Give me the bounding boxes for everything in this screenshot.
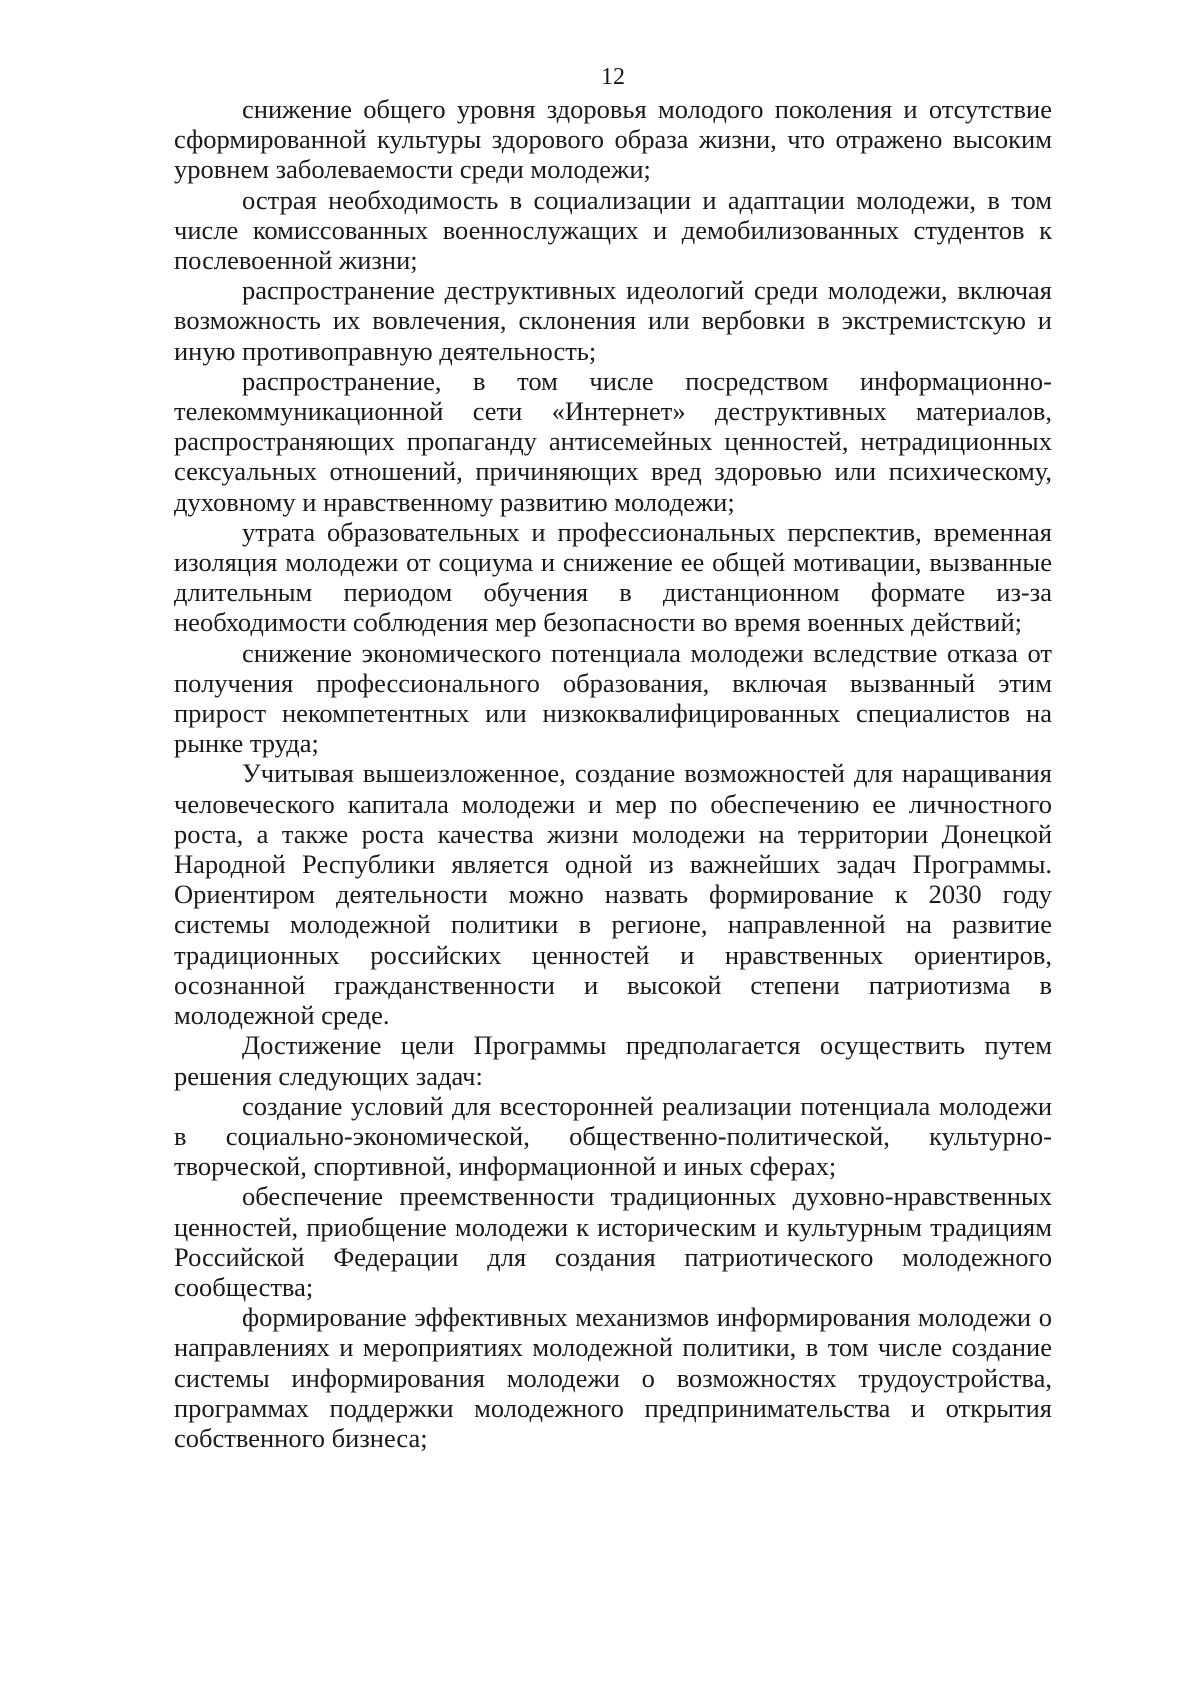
page-number: 12 [601, 64, 625, 90]
paragraph-socialization: острая необходимость в социализации и адаптации молодежи, в том числе комиссованных военнослужащих и демобилизованных студентов к послевоенной жизни; [174, 184, 1052, 276]
paragraph-task-traditions: обеспечение преемственности традиционных духовно-нравственных ценностей, приобщение молодежи к историческим и культурным традициям Российской Федерации для создания патриотического молодежного сообщества; [174, 1181, 1052, 1302]
paragraph-internet-materials: распространение, в том числе посредством информационно-телекоммуникационной сети «Интернет» деструктивных материалов, распространяющих пропаганду антисемейных ценностей, нетрадиционных сексуальных отношений, причиняющих вред здоровью или психическому, духовному и нравственному развитию молодежи; [174, 365, 1052, 517]
paragraph-program-goal: Учитывая вышеизложенное, создание возможностей для наращивания человеческого капитала молодежи и мер по обеспечению ее личностного роста, а также роста качества жизни молодежи на территории Донецкой Народной Республики является одной из важнейших задач Программы. Ориентиром деятельности можно назвать формирование к 2030 году системы молодежной политики в регионе, направленной на развитие традиционных российских ценностей и нравственных ориентиров, осознанной гражданственности и высокой степени патриотизма в молодежной среде. [174, 758, 1052, 1031]
paragraph-economic-potential: снижение экономического потенциала молодежи вследствие отказа от получения профессионального образования, включая вызванный этим прирост некомпетентных или низкоквалифицированных специалистов на рынке труда; [174, 637, 1052, 759]
paragraph-education-prospects: утрата образовательных и профессиональных перспектив, временная изоляция молодежи от социума и снижение ее общей мотивации, вызванные длительным периодом обучения в дистанционном формате из-за необходимости соблюдения мер безопасности во время военных действий; [174, 516, 1052, 638]
paragraph-task-informing: формирование эффективных механизмов информирования молодежи о направлениях и мероприятиях молодежной политики, в том числе создание системы информирования молодежи о возможностях трудоустройства, программах поддержки молодежного предпринимательства и открытия собственного бизнеса; [174, 1302, 1052, 1453]
paragraph-task-conditions: создание условий для всесторонней реализации потенциала молодежи в социально-экономической, общественно-политической, культурно-творческой, спортивной, информационной и иных сферах; [174, 1090, 1052, 1182]
paragraph-tasks-intro: Достижение цели Программы предполагается осуществить путем решения следующих задач: [174, 1030, 1052, 1091]
paragraph-destructive-ideologies: распространение деструктивных идеологий среди молодежи, включая возможность их вовлечения, склонения или вербовки в экстремистскую и иную противоправную деятельность; [174, 275, 1052, 366]
paragraph-youth-health: снижение общего уровня здоровья молодого поколения и отсутствие сформированной культуры здорового образа жизни, что отражено высоким уровнем заболеваемости среди молодежи; [174, 94, 1052, 185]
document-page [174, 62, 1052, 1453]
